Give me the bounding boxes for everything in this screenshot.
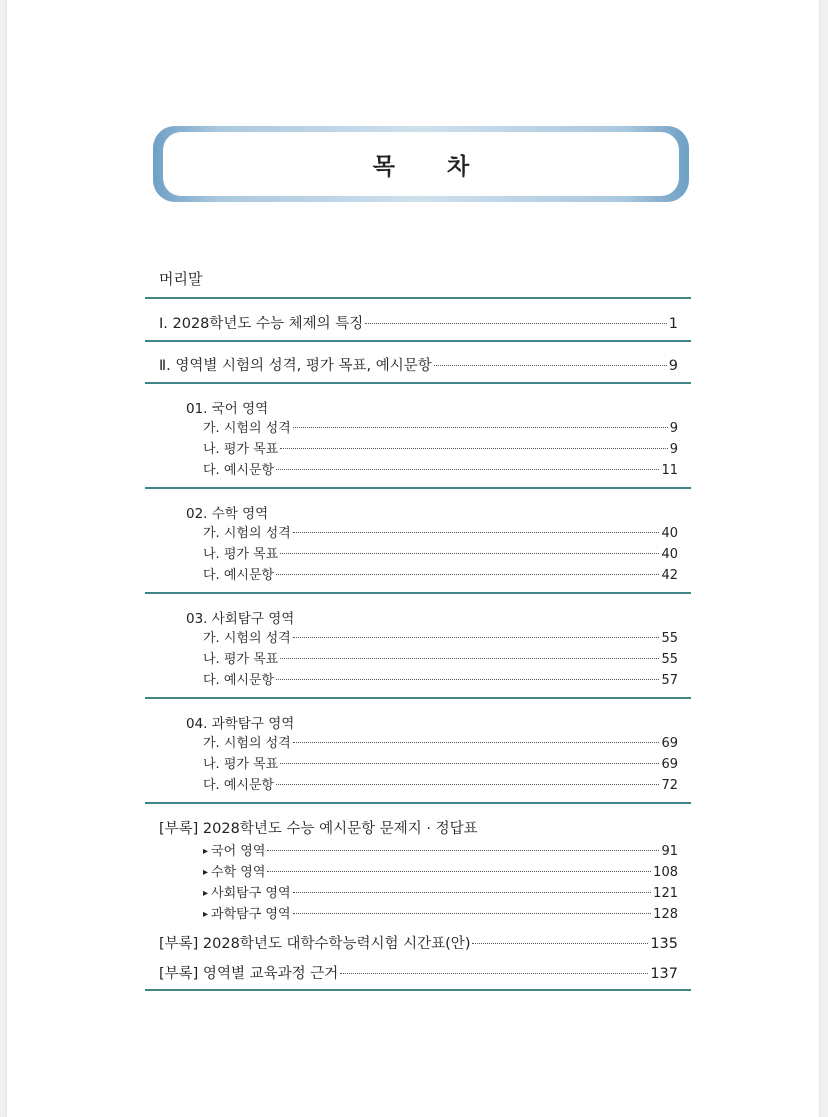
toc-label: 다. 예시문항 xyxy=(203,778,275,793)
toc-label: ▸ 과학탐구 영역 xyxy=(203,903,291,922)
toc-entry[interactable] xyxy=(203,417,678,436)
toc-entry[interactable] xyxy=(203,438,678,457)
section-heading[interactable]: 03. 사회탐구 영역 xyxy=(186,611,295,627)
divider xyxy=(145,297,691,299)
toc-label: ▸ 수학 영역 xyxy=(203,861,265,880)
toc-label: 나. 평가 목표 xyxy=(203,547,279,562)
toc-page: 40 xyxy=(661,526,678,541)
toc-page: 69 xyxy=(661,736,678,751)
preface-entry[interactable]: 머리말 xyxy=(159,270,203,288)
toc-entry[interactable] xyxy=(203,861,678,880)
toc-page: 72 xyxy=(661,778,678,793)
toc-entry-appendix3[interactable] xyxy=(159,962,678,983)
toc-entry[interactable] xyxy=(203,543,678,562)
toc-entry[interactable] xyxy=(203,882,678,901)
divider xyxy=(145,697,691,699)
section-heading[interactable]: 04. 과학탐구 영역 xyxy=(186,716,295,732)
toc-label: Ⅱ. 영역별 시험의 성격, 평가 목표, 예시문항 xyxy=(159,358,432,374)
divider xyxy=(145,802,691,804)
toc-label: [부록] 영역별 교육과정 근거 xyxy=(159,966,339,982)
toc-label: 가. 시험의 성격 xyxy=(203,421,291,436)
section-heading[interactable]: 02. 수학 영역 xyxy=(186,506,269,522)
toc-label: ▸ 사회탐구 영역 xyxy=(203,882,291,901)
toc-entry[interactable] xyxy=(203,459,678,478)
toc-entry[interactable] xyxy=(203,522,678,541)
toc-page: 42 xyxy=(661,568,678,583)
toc-entry[interactable] xyxy=(203,903,678,922)
toc-page: 137 xyxy=(650,966,678,982)
toc-label: 가. 시험의 성격 xyxy=(203,631,291,646)
toc-page: 40 xyxy=(661,547,678,562)
toc-entry-part1[interactable] xyxy=(159,312,678,333)
toc-page: 11 xyxy=(661,463,678,478)
toc-label: Ⅰ. 2028학년도 수능 체제의 특징 xyxy=(159,316,364,332)
toc-page: 91 xyxy=(661,844,678,859)
toc-label: 나. 평가 목표 xyxy=(203,652,279,667)
title-frame xyxy=(153,126,689,202)
divider xyxy=(145,487,691,489)
toc-page: 55 xyxy=(661,652,678,667)
section-heading[interactable]: 01. 국어 영역 xyxy=(186,401,269,417)
toc-label: 나. 평가 목표 xyxy=(203,757,279,772)
toc-entry-appendix2[interactable] xyxy=(159,932,678,953)
toc-entry[interactable] xyxy=(203,774,678,793)
toc-entry-part2[interactable] xyxy=(159,354,678,375)
toc-page: 9 xyxy=(669,442,678,457)
toc-label: 가. 시험의 성격 xyxy=(203,526,291,541)
toc-label: 다. 예시문항 xyxy=(203,568,275,583)
toc-page: 55 xyxy=(661,631,678,646)
toc-entry[interactable] xyxy=(203,627,678,646)
toc-label: 나. 평가 목표 xyxy=(203,442,279,457)
toc-page: 128 xyxy=(653,907,678,922)
divider xyxy=(145,592,691,594)
toc-page: 57 xyxy=(661,673,678,688)
divider xyxy=(145,340,691,342)
toc-page: 135 xyxy=(650,936,678,952)
toc-page: 1 xyxy=(668,316,678,332)
toc-page: 9 xyxy=(668,358,678,374)
document-page xyxy=(7,0,819,1117)
toc-label: 가. 시험의 성격 xyxy=(203,736,291,751)
toc-page: 69 xyxy=(661,757,678,772)
toc-entry[interactable] xyxy=(203,648,678,667)
toc-label: ▸ 국어 영역 xyxy=(203,840,265,859)
toc-page: 9 xyxy=(669,421,678,436)
toc-entry[interactable] xyxy=(203,753,678,772)
toc-page: 108 xyxy=(653,865,678,880)
toc-page: 121 xyxy=(653,886,678,901)
toc-entry[interactable] xyxy=(203,669,678,688)
divider xyxy=(145,989,691,991)
appendix-heading[interactable]: [부록] 2028학년도 수능 예시문항 문제지 · 정답표 xyxy=(159,821,478,837)
page-title: 목 차 xyxy=(372,153,492,180)
toc-label: 다. 예시문항 xyxy=(203,673,275,688)
toc-label: 다. 예시문항 xyxy=(203,463,275,478)
toc-entry[interactable] xyxy=(203,732,678,751)
toc-label: [부록] 2028학년도 대학수학능력시험 시간표(안) xyxy=(159,936,471,952)
toc-entry[interactable] xyxy=(203,840,678,859)
toc-entry[interactable] xyxy=(203,564,678,583)
divider xyxy=(145,382,691,384)
